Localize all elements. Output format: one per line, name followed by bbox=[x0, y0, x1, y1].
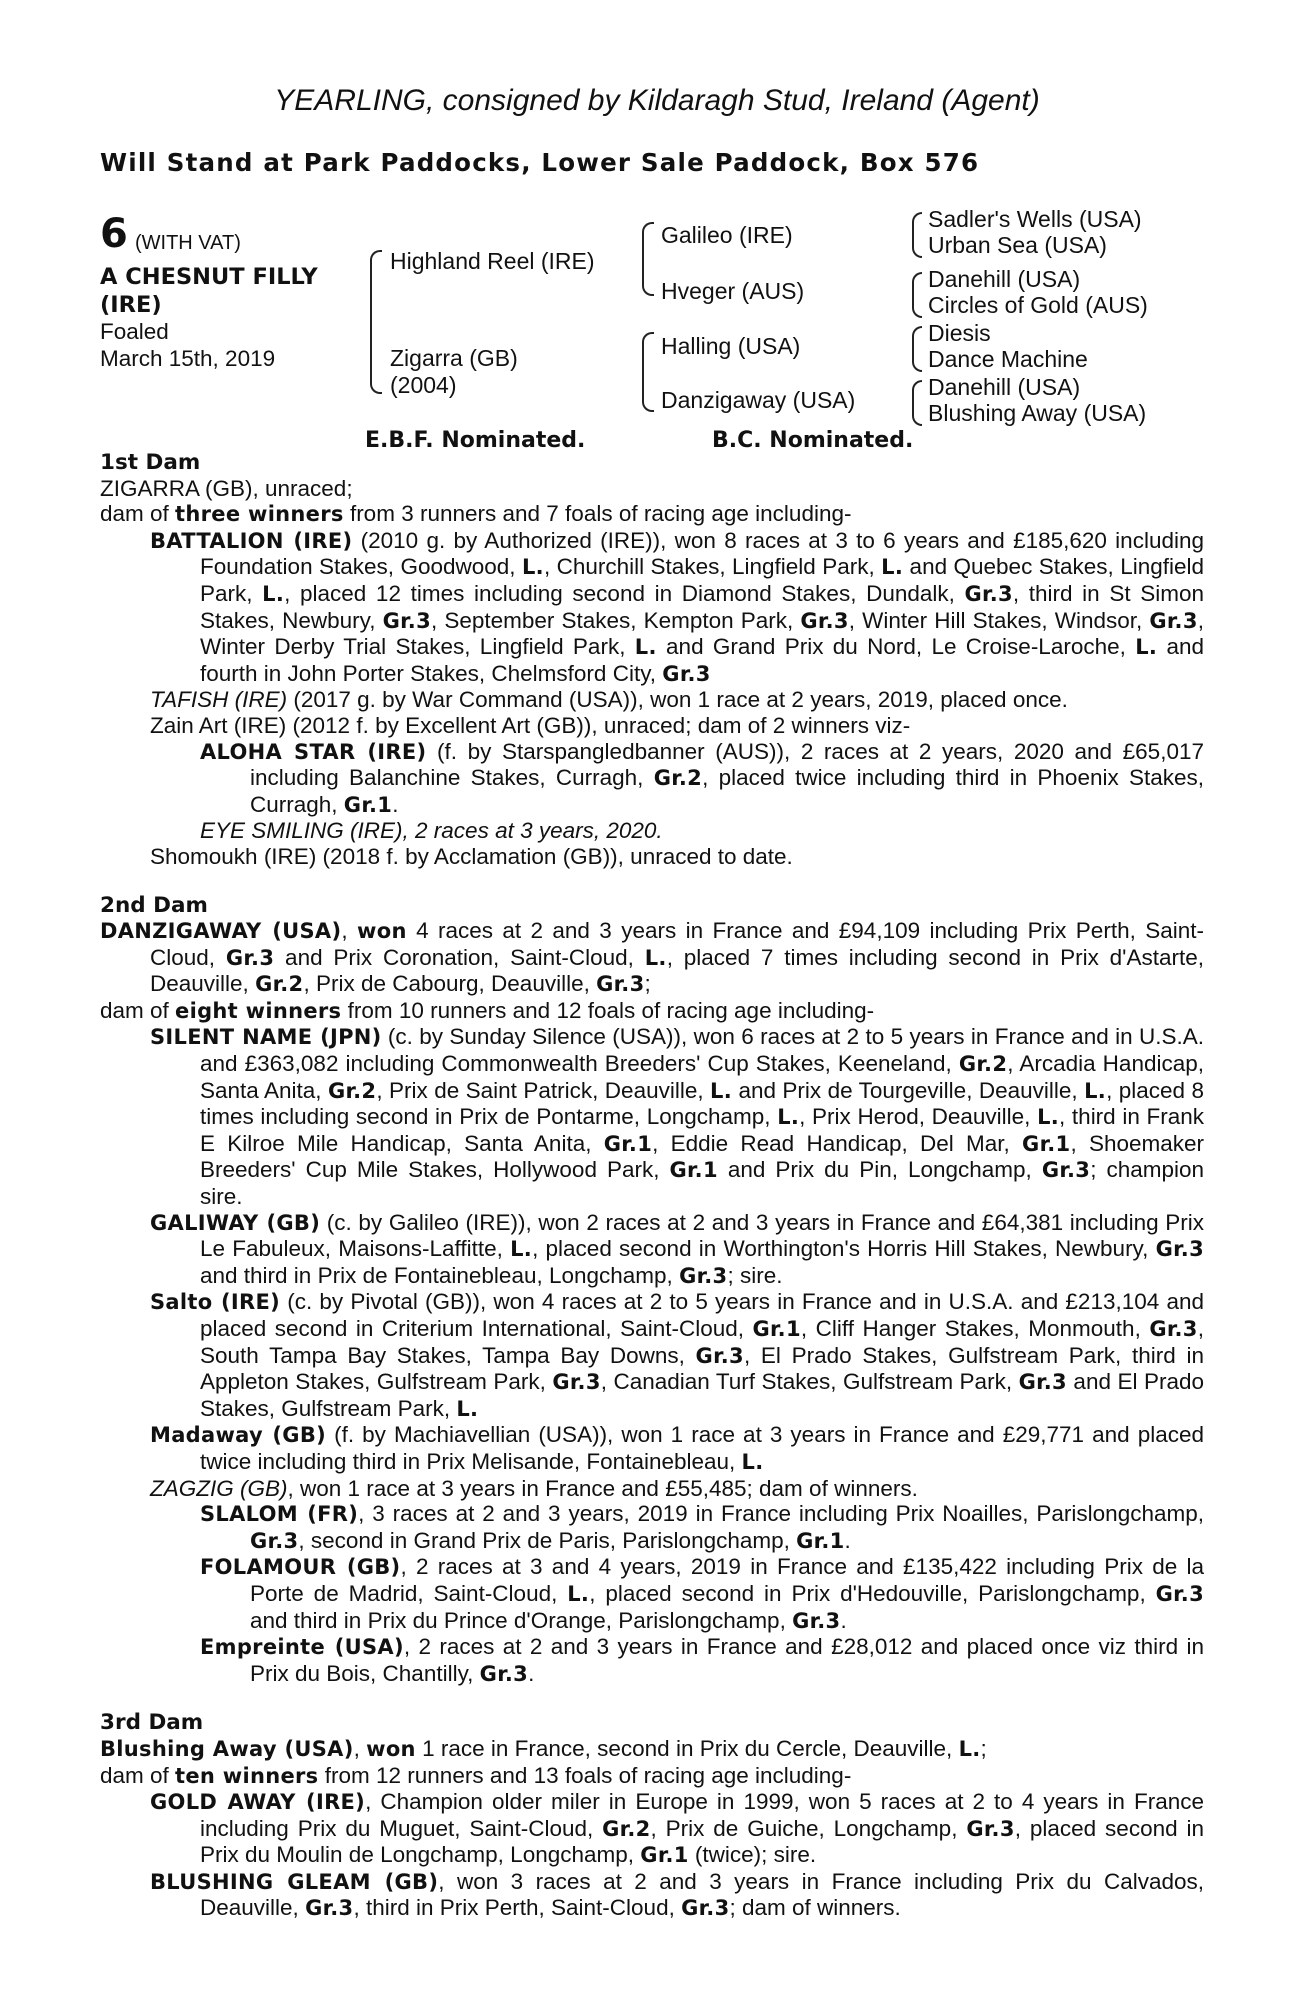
bold-text: L. bbox=[741, 1449, 764, 1474]
text-run: from 10 runners and 12 foals of racing age including- bbox=[341, 997, 875, 1023]
text-run: and third in Prix de Fontainebleau, Longchamp, bbox=[200, 1262, 680, 1288]
pedigree-dam-sire: Halling (USA) bbox=[661, 333, 801, 359]
bold-text: GALIWAY (GB) bbox=[150, 1210, 321, 1235]
bold-text: Gr.3 bbox=[1018, 1370, 1067, 1395]
pedigree-bracket-ss bbox=[912, 212, 922, 258]
text-run: dam of bbox=[100, 1762, 176, 1788]
text-run: , bbox=[341, 918, 358, 944]
pedigree-dam-year: (2004) bbox=[390, 372, 457, 398]
bold-text: Gr.3 bbox=[1041, 1158, 1091, 1183]
text-run: , 3 races at 2 and 3 years, 2019 in France including Prix Noailles, Parislongchamp, bbox=[358, 1501, 1204, 1527]
ebf-nomination: E.B.F. Nominated. bbox=[365, 428, 586, 453]
bold-text: Gr.3 bbox=[382, 608, 431, 633]
lot-number: 6 bbox=[100, 211, 128, 257]
text-run: , 2 races at 2 and 3 years in France and £28,012 and placed once viz third in Prix du Bois, Chantilly, bbox=[250, 1634, 1204, 1686]
bold-text: Gr.1 bbox=[669, 1158, 718, 1183]
text-run: , placed twice including third in Phoenix Stakes, Curragh, bbox=[250, 765, 1204, 817]
text-run: , Canadian Turf Stakes, Gulfstream Park, bbox=[600, 1369, 1019, 1395]
bold-text: eight winners bbox=[175, 998, 342, 1023]
bold-text: SLALOM (FR) bbox=[200, 1502, 359, 1527]
bold-text: L. bbox=[1084, 1078, 1107, 1103]
text-run: (c. by Galileo (IRE)), won 2 races at 2 and 3 years in France and £64,381 including Prix Le Fabuleux, Maisons-Laffitte, bbox=[200, 1209, 1205, 1262]
bold-text: BLUSHING GLEAM (GB) bbox=[150, 1869, 439, 1894]
text-run: , bbox=[353, 1735, 367, 1761]
italic-text: ZAGZIG (GB) bbox=[150, 1475, 288, 1501]
text-run: (twice); sire. bbox=[688, 1842, 817, 1868]
pedigree-dam-dam: Danzigaway (USA) bbox=[661, 387, 856, 413]
produce-entry-gold-away bbox=[100, 1789, 1204, 1869]
text-run: , third in Frank E Kilroe Mile Handicap, Santa Anita, bbox=[200, 1104, 1205, 1156]
text-run: , Prix de Guiche, Longchamp, bbox=[650, 1815, 967, 1841]
stand-location: Will Stand at Park Paddocks, Lower Sale Paddock, Box 576 bbox=[100, 148, 980, 177]
bold-text: L. bbox=[1135, 635, 1158, 660]
foaled-date: March 15th, 2019 bbox=[100, 346, 276, 371]
bold-text: Gr.1 bbox=[640, 1843, 689, 1868]
foaled-label: Foaled bbox=[100, 319, 169, 344]
text-run: 1 race in France, second in Prix du Cercle, Deauville, bbox=[415, 1735, 959, 1761]
winners-count: three winners bbox=[175, 502, 344, 527]
bold-text: Gr.1 bbox=[343, 792, 393, 817]
produce-entry-silent-name bbox=[100, 1024, 1204, 1209]
bold-text: Gr.1 bbox=[603, 1131, 653, 1156]
bold-text: Gr.3 bbox=[1149, 608, 1198, 633]
text-run: , Cliff Hanger Stakes, Monmouth, bbox=[800, 1316, 1150, 1341]
pedigree-bracket-sire bbox=[642, 222, 654, 296]
produce-entry-slalom bbox=[100, 1501, 1204, 1554]
bold-text: Gr.2 bbox=[602, 1816, 651, 1841]
bold-text: won bbox=[366, 1736, 416, 1761]
text-run: , Eddie Read Handicap, Del Mar, bbox=[652, 1130, 1023, 1156]
bold-text: Gr.3 bbox=[792, 1608, 841, 1633]
text-run: , placed 7 times including second in Prix d'Astarte, Deauville, bbox=[150, 944, 1205, 997]
italic-text: TAFISH (IRE) bbox=[150, 687, 288, 713]
bold-text: Gr.2 bbox=[653, 766, 703, 791]
produce-entry-salto bbox=[100, 1289, 1204, 1422]
bold-text: Gr.3 bbox=[662, 661, 711, 686]
bold-text: BATTALION (IRE) bbox=[150, 528, 353, 553]
third-dam-produce-summary bbox=[100, 1763, 1204, 1790]
text-run: , placed second in Prix d'Hedouville, Parislongchamp, bbox=[589, 1580, 1156, 1606]
text-run: . bbox=[392, 791, 399, 817]
pedigree-sire-sire: Galileo (IRE) bbox=[661, 222, 793, 248]
text-run: . bbox=[840, 1607, 847, 1633]
text-run: , September Stakes, Kempton Park, bbox=[430, 607, 801, 633]
bold-text: Gr.3 bbox=[800, 608, 849, 633]
pedigree-dss: Diesis bbox=[928, 320, 991, 346]
bold-text: L. bbox=[958, 1736, 981, 1761]
text-run: and Prix du Pin, Longchamp, bbox=[717, 1157, 1042, 1183]
bold-text: Gr.2 bbox=[327, 1078, 377, 1103]
text-run: and fourth in John Porter Stakes, Chelmsford City, bbox=[200, 634, 1205, 686]
bold-text: Gr.3 bbox=[679, 1263, 728, 1288]
bold-text: L. bbox=[1037, 1105, 1060, 1130]
bold-text: ALOHA STAR (IRE) bbox=[200, 739, 427, 764]
bold-text: L. bbox=[644, 945, 667, 970]
pedigree-sire-dam: Hveger (AUS) bbox=[661, 278, 805, 304]
text-run: , Prix Herod, Deauville, bbox=[799, 1104, 1038, 1130]
bold-text: DANZIGAWAY (USA) bbox=[100, 919, 342, 944]
text-run: and third in Prix du Prince d'Orange, Parislongchamp, bbox=[250, 1607, 793, 1633]
text-run: , third in Prix Perth, Saint-Cloud, bbox=[353, 1895, 682, 1921]
text-run: , placed second in Prix du Moulin de Longchamp, Longchamp, bbox=[200, 1815, 1205, 1868]
bold-text: L. bbox=[881, 555, 904, 580]
text-run: , won 1 race at 3 years in France and £55,485; dam of winners. bbox=[287, 1475, 918, 1501]
produce-entry-galiway bbox=[100, 1210, 1204, 1290]
bc-nomination: B.C. Nominated. bbox=[712, 428, 914, 453]
bold-text: Gr.3 bbox=[1155, 1237, 1204, 1262]
bold-text: L. bbox=[777, 1105, 800, 1130]
pedigree-sdd: Circles of Gold (AUS) bbox=[928, 292, 1148, 318]
text-run: , Shoemaker Breeders' Cup Mile Stakes, Hollywood Park, bbox=[200, 1130, 1205, 1183]
bold-text: L. bbox=[634, 635, 657, 660]
produce-entry-shomoukh: Shomoukh (IRE) (2018 f. by Acclamation (GB)), unraced to date. bbox=[150, 843, 793, 869]
text-run: ; sire. bbox=[727, 1262, 783, 1288]
bold-text: Gr.1 bbox=[1022, 1131, 1071, 1156]
text-run: and Grand Prix du Nord, Le Croise-Laroche, bbox=[656, 634, 1136, 660]
first-dam-intro: ZIGARRA (GB), unraced; bbox=[100, 475, 353, 501]
pedigree-sss: Sadler's Wells (USA) bbox=[928, 206, 1142, 232]
bold-text: Gr.3 bbox=[552, 1370, 601, 1395]
text-run: , Winter Hill Stakes, Windsor, bbox=[848, 607, 1150, 633]
bold-text: SILENT NAME (JPN) bbox=[150, 1025, 382, 1050]
text-run: (2010 g. by Authorized (IRE)), won 8 races at 3 to 6 years and £185,620 including Foundation Stakes, Goodwood, bbox=[200, 527, 1204, 580]
bold-text: Gr.3 bbox=[250, 1528, 299, 1553]
third-dam-blushing-away bbox=[100, 1736, 1204, 1763]
text-run: (c. by Sunday Silence (USA)), won 6 races at 2 to 5 years in France and in U.S.A. and £363,082 including Commonwealth Breeders' Cup Stakes, Keeneland, bbox=[200, 1024, 1204, 1077]
text-run: , placed 8 times including second in Prix de Pontarme, Longchamp, bbox=[200, 1077, 1204, 1130]
foaled-info bbox=[100, 318, 275, 372]
text-run: , Champion older miler in Europe in 1999, won 5 races at 2 to 4 years in France including Prix du Muguet, Saint-Cloud, bbox=[200, 1789, 1204, 1841]
text-run: , won 3 races at 2 and 3 years in France including Prix du Calvados, Deauville, bbox=[200, 1868, 1204, 1921]
bold-text: Gr.3 bbox=[479, 1661, 529, 1686]
horse-name: A CHESNUT FILLY (IRE) bbox=[100, 264, 318, 318]
first-dam-produce-summary bbox=[100, 501, 1204, 528]
produce-entry-aloha-star bbox=[100, 739, 1204, 819]
bold-text: ten winners bbox=[175, 1763, 319, 1788]
text-run: , El Prado Stakes, Gulfstream Park, third in Appleton Stakes, Gulfstream Park, bbox=[200, 1342, 1204, 1395]
text-run: , placed 12 times including second in Diamond Stakes, Dundalk, bbox=[284, 580, 965, 606]
bold-text: Gr.3 bbox=[695, 1343, 744, 1368]
text-run: . bbox=[844, 1527, 851, 1553]
produce-entry-empreinte bbox=[100, 1634, 1204, 1687]
text-run: , 2 races at 3 and 4 years, 2019 in France and £135,422 including Prix de la Porte de Madrid, Saint-Cloud, bbox=[250, 1554, 1204, 1606]
bold-text: Gr.3 bbox=[681, 1896, 730, 1921]
dam-of-text: dam of bbox=[100, 501, 176, 527]
text-run: and El Prado Stakes, Gulfstream Park, bbox=[200, 1369, 1204, 1421]
produce-entry-madaway bbox=[100, 1422, 1204, 1475]
pedigree-dds: Danehill (USA) bbox=[928, 374, 1081, 400]
bold-text: Gr.3 bbox=[1155, 1581, 1204, 1606]
text-run: , placed second in Worthington's Horris Hill Stakes, Newbury, bbox=[532, 1236, 1156, 1262]
bold-text: Empreinte (USA) bbox=[200, 1635, 404, 1660]
second-dam-heading: 2nd Dam bbox=[100, 892, 208, 918]
pedigree-dsd: Dance Machine bbox=[928, 346, 1088, 372]
bold-text: L. bbox=[262, 581, 285, 606]
pedigree-ssd: Urban Sea (USA) bbox=[928, 232, 1107, 258]
produce-entry-eye-smiling: EYE SMILING (IRE), 2 races at 3 years, 2020. bbox=[200, 818, 663, 844]
text-run: , Prix de Saint Patrick, Deauville, bbox=[376, 1077, 711, 1103]
text-run: , second in Grand Prix de Paris, Parislongchamp, bbox=[298, 1527, 797, 1553]
consignment-heading: YEARLING, consigned by Kildaragh Stud, Ireland (Agent) bbox=[274, 84, 1040, 117]
bold-text: Madaway (GB) bbox=[150, 1423, 327, 1448]
text-run: ; champion sire. bbox=[200, 1157, 1205, 1210]
third-dam-heading: 3rd Dam bbox=[100, 1710, 204, 1736]
text-run: , South Tampa Bay Stakes, Tampa Bay Downs, bbox=[200, 1316, 1204, 1368]
text-run: ; dam of winners. bbox=[729, 1895, 901, 1921]
pedigree-sire: Highland Reel (IRE) bbox=[390, 248, 595, 274]
bold-text: Salto (IRE) bbox=[150, 1290, 281, 1315]
text-run: , Prix de Cabourg, Deauville, bbox=[303, 971, 597, 997]
pedigree-ddd: Blushing Away (USA) bbox=[928, 400, 1147, 426]
text-run: 4 races at 2 and 3 years in France and £94,109 including Prix Perth, Saint-Cloud, bbox=[150, 918, 1204, 970]
second-dam-danzigaway bbox=[100, 918, 1204, 998]
text-run: from 12 runners and 13 foals of racing age including- bbox=[318, 1762, 852, 1788]
pedigree-bracket-dd bbox=[912, 380, 922, 426]
bold-text: L. bbox=[521, 555, 544, 580]
pedigree-bracket-sd bbox=[912, 272, 922, 318]
text-run: (f. by Machiavellian (USA)), won 1 race at 3 years in France and £29,771 and placed twice including third in Prix Melisande, Fontainebleau, bbox=[200, 1422, 1204, 1474]
text-run: . bbox=[528, 1660, 535, 1686]
pedigree-bracket-gen1 bbox=[370, 250, 382, 394]
bold-text: L. bbox=[567, 1581, 590, 1606]
bold-text: Gr.3 bbox=[225, 945, 275, 970]
bold-text: L. bbox=[710, 1078, 733, 1103]
produce-entry-zain-art: Zain Art (IRE) (2012 f. by Excellent Art (GB)), unraced; dam of 2 winners viz- bbox=[150, 712, 911, 738]
produce-entry-battalion bbox=[100, 528, 1204, 688]
text-run: , Arcadia Handicap, Santa Anita, bbox=[200, 1051, 1204, 1103]
text-run: , Winter Derby Trial Stakes, Lingfield Park, bbox=[200, 607, 1204, 660]
pedigree-bracket-dam bbox=[642, 332, 654, 412]
text-run: (c. by Pivotal (GB)), won 4 races at 2 to 5 years in France and in U.S.A. and £213,104 and placed second in Criterium International, Saint-Cloud, bbox=[200, 1289, 1204, 1341]
bold-text: FOLAMOUR (GB) bbox=[200, 1555, 401, 1580]
text-run: dam of bbox=[100, 997, 176, 1023]
produce-entry-blushing-gleam bbox=[100, 1869, 1204, 1922]
bold-text: Gr.1 bbox=[796, 1528, 845, 1553]
text-run: ; bbox=[644, 971, 651, 997]
produce-entry-tafish bbox=[100, 687, 1204, 713]
pedigree-body bbox=[100, 450, 1204, 1922]
text-run: , third in St Simon Stakes, Newbury, bbox=[200, 580, 1204, 633]
produce-entry-zagzig bbox=[100, 1476, 1204, 1502]
text-run: ; bbox=[980, 1735, 987, 1761]
bold-text: L. bbox=[456, 1396, 479, 1421]
text-run: and Prix de Tourgeville, Deauville, bbox=[732, 1077, 1085, 1103]
bold-text: Gr.3 bbox=[596, 972, 645, 997]
text-run: and Prix Coronation, Saint-Cloud, bbox=[274, 944, 645, 970]
bold-text: Gr.1 bbox=[752, 1317, 801, 1341]
text-run: and Quebec Stakes, Lingfield Park, bbox=[200, 554, 1205, 606]
bold-text: Blushing Away (USA) bbox=[100, 1736, 354, 1761]
text-run: (2017 g. by War Command (USA)), won 1 race at 2 years, 2019, placed once. bbox=[287, 687, 1068, 713]
pedigree-dam: Zigarra (GB) bbox=[390, 345, 518, 371]
vat-note: (WITH VAT) bbox=[135, 232, 241, 254]
pedigree-bracket-ds bbox=[912, 326, 922, 372]
text-run: , Churchill Stakes, Lingfield Park, bbox=[543, 554, 882, 580]
bold-text: Gr.3 bbox=[966, 1816, 1015, 1841]
produce-entry-folamour bbox=[100, 1554, 1204, 1634]
second-dam-produce-summary bbox=[100, 998, 1204, 1025]
bold-text: won bbox=[357, 919, 407, 944]
bold-text: GOLD AWAY (IRE) bbox=[150, 1790, 366, 1815]
bold-text: Gr.3 bbox=[305, 1896, 354, 1921]
text-run: (f. by Starspangledbanner (AUS)), 2 races at 2 years, 2020 and £65,017 including Balanchine Stakes, Curragh, bbox=[250, 738, 1204, 791]
pedigree-sds: Danehill (USA) bbox=[928, 266, 1081, 292]
bold-text: L. bbox=[510, 1237, 533, 1262]
bold-text: Gr.2 bbox=[255, 972, 304, 997]
bold-text: Gr.2 bbox=[958, 1052, 1008, 1077]
bold-text: Gr.3 bbox=[1149, 1317, 1198, 1341]
first-dam-heading: 1st Dam bbox=[100, 450, 201, 475]
bold-text: Gr.3 bbox=[964, 581, 1013, 606]
runners-text: from 3 runners and 7 foals of racing age including- bbox=[343, 501, 852, 527]
